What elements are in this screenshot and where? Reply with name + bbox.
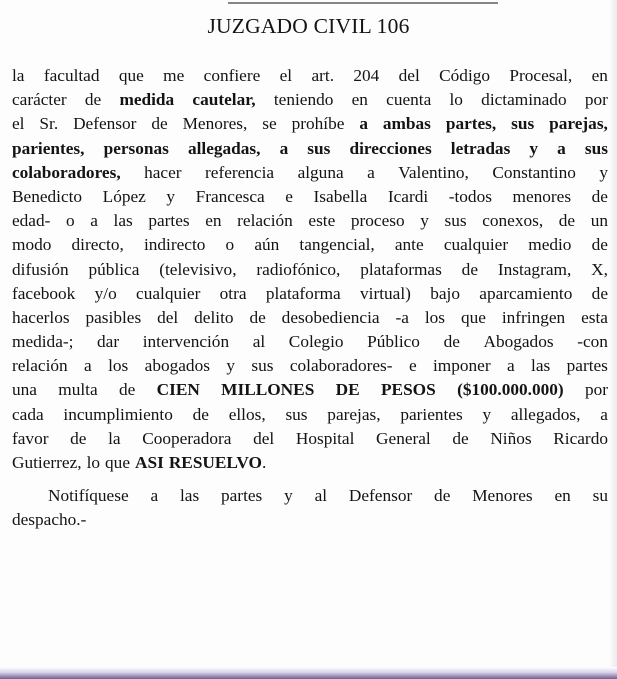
text-line [12,209,608,233]
word: a [84,356,92,376]
word: o [66,211,75,231]
word: sus [285,404,308,424]
word: que [118,66,144,85]
word: facebook [12,283,76,303]
page-edge-shadow [609,0,617,679]
word: y [166,186,176,206]
word: colaboradores- [289,356,393,376]
bold-word: letradas [450,138,511,158]
bold-word: ASI [134,453,164,472]
bold-word: direcciones [349,138,432,158]
word: por [584,90,608,110]
word: en [591,66,608,85]
word: despacho.- [12,510,87,530]
word: plataformas [360,259,442,279]
text-line [12,451,608,475]
word: . [261,453,267,472]
word: ante [394,235,424,255]
word: a [367,162,375,182]
bold-word: parejas, [549,114,608,134]
word: o [225,235,235,255]
word: radiofónico, [256,259,341,279]
word: y/o [94,283,117,303]
word: parientes [400,404,463,424]
resolution-paragraph-1 [12,64,608,475]
word: un [590,211,608,231]
word: otra [219,283,247,303]
word: pública [88,259,140,279]
word: una [12,380,37,400]
word: de [461,259,478,279]
word: el [279,66,293,85]
text-line [12,112,608,136]
word: Cooperadora [142,428,232,448]
bold-word: DE [335,380,360,400]
word: partes [221,486,263,506]
word: Defensor [348,486,413,506]
word: Colegio [288,332,344,352]
word: infringen [501,307,566,327]
word: cada [12,404,44,424]
word: facultad [43,66,100,85]
bold-word: personas [103,138,169,158]
text-line [12,306,608,330]
word: que [460,307,486,327]
word: Ricardo [553,428,608,448]
word: partes [148,211,190,231]
word: de [452,428,469,448]
word: esta [581,307,608,327]
word: en [554,486,571,506]
word: de [151,114,168,134]
word: me [163,66,185,85]
word: Menores, [182,114,248,134]
word: sus [251,356,274,376]
word: la [12,66,25,85]
word: a [150,486,159,506]
text-line [12,137,608,161]
word: aún [254,235,280,255]
word: Hospital [295,428,355,448]
word: se [262,114,277,134]
word: art. [311,66,335,85]
bold-word: MILLONES [221,380,315,400]
bold-word: partes, [445,114,497,134]
word: Isabella [313,186,368,206]
word: allegados, [510,404,581,424]
word: y [284,486,293,506]
text-line [12,330,608,354]
word: edad- [12,211,51,231]
word: X, [591,259,608,279]
word: que [105,453,130,472]
text-line [12,354,608,378]
bold-word: PESOS [380,380,436,400]
word: parejas, [327,404,381,424]
bold-word: y [529,138,539,158]
word: el [12,114,25,134]
word: medida-; [12,332,74,352]
text-line [12,88,608,112]
word: las [113,211,133,231]
text-line [12,378,608,402]
word: sus [444,211,467,231]
word: de [591,235,608,255]
word: las [179,486,200,506]
word: López [102,186,146,206]
word: virtual) [360,283,411,303]
word: Procesal, [509,66,573,85]
text-line [12,233,608,257]
word: las [531,356,551,376]
word: relación [12,356,68,376]
word: Benedicto [12,186,83,206]
text-line [12,185,608,209]
word: la [108,428,121,448]
word: relación [237,211,293,231]
word: -con [577,332,608,352]
resolution-paragraph-2 [12,484,608,532]
word: de [558,211,576,231]
word: del [398,66,420,85]
word: prohíbe [291,114,345,134]
word: indirecto [143,235,206,255]
word: conexos, [482,211,544,231]
word: plataforma [265,283,341,303]
text-line [12,282,608,306]
bold-word: ($100.000.000) [457,380,564,400]
word: de [192,404,209,424]
word: los [424,307,446,327]
word: por [584,380,608,400]
word: Instagram, [497,259,572,279]
word: Francesca [195,186,265,206]
word: de [591,186,608,206]
word: abogados [144,356,210,376]
word: confiere [203,66,261,85]
word: del [253,428,275,448]
word: Constantino [492,162,576,182]
word: al [252,332,266,352]
bold-word: CIEN [156,380,200,400]
word: Niños [490,428,532,448]
word: General [376,428,431,448]
word: alguna [297,162,344,182]
word: carácter [12,90,67,110]
word: e [408,356,417,376]
bold-word: colaboradores, [12,162,121,182]
word: difusión [12,259,69,279]
word: referencia [205,162,275,182]
word: -todos [448,186,492,206]
court-heading: JUZGADO CIVIL 106 [207,14,410,38]
paragraph-gap [12,475,608,484]
bold-word: sus [307,138,331,158]
bold-word: a [359,114,368,134]
word: los [108,356,129,376]
word: bajo [430,283,460,303]
bold-word: a [557,138,566,158]
word: cualquier [136,283,201,303]
word: -a [395,307,409,327]
word: pasibles [85,307,142,327]
word: Público [367,332,420,352]
text-line [12,427,608,451]
word: Defensor [73,114,137,134]
word: en [205,211,222,231]
word: de [118,380,136,400]
word: y [226,356,235,376]
word: dar [97,332,120,352]
text-line [12,64,608,88]
bold-word: sus [511,114,535,134]
text-line [12,484,608,508]
word: de [70,428,87,448]
word: de [249,307,266,327]
bold-word: RESUELVO [168,453,262,472]
word: multa [58,380,98,400]
text-line [12,161,608,185]
word: a [600,404,608,424]
bold-word: parientes, [12,138,85,158]
text-line [12,508,608,532]
word: intervención [142,332,230,352]
word: Menores [472,486,533,506]
bold-word: allegadas, [187,138,261,158]
word: ellos, [228,404,266,424]
word: y [482,404,492,424]
word: hacer [144,162,182,182]
word: teniendo [273,90,334,110]
bold-word: cautelar, [192,90,256,110]
word: incumplimiento [63,404,173,424]
word: tangencial, [299,235,375,255]
word: imponer [433,356,491,376]
word: del [157,307,179,327]
bold-word: a [279,138,289,158]
word: de [434,486,451,506]
word: de [443,332,460,352]
word: Valentino, [398,162,469,182]
word: su [592,486,608,506]
word: (televisivo, [159,259,237,279]
word: Icardi [387,186,429,206]
word: medio [528,235,572,255]
bold-word: ambas [382,114,431,134]
bold-word: sus [584,138,608,158]
text-line [12,258,608,282]
bottom-purple-bar [0,667,617,679]
word: Abogados [483,332,554,352]
word: e [285,186,293,206]
word: dictaminado [481,90,567,110]
word: hacerlos [12,307,70,327]
word: Código [439,66,491,85]
word: Gutierrez, [12,453,82,472]
text-line [12,403,608,427]
word: directo, [71,235,124,255]
word: cualquier [443,235,509,255]
word: lo [86,453,101,472]
word: de [591,283,608,303]
word: Sr. [39,114,59,134]
bold-word: medida [119,90,175,110]
word: cuenta [386,90,432,110]
word: partes [566,356,608,376]
word: Notifíquese [48,486,129,506]
word: lo [449,90,463,110]
resolution-body [12,64,608,533]
word: en [351,90,368,110]
word: y [599,162,608,182]
word: al [314,486,328,506]
word: 204 [353,66,380,85]
word: a [506,356,515,376]
word: delito [194,307,234,327]
word: menores [512,186,572,206]
word: aparcamiento [479,283,573,303]
word: a [90,211,98,231]
word: proceso [350,211,405,231]
word: favor [12,428,49,448]
word: y [420,211,429,231]
word: modo [12,235,52,255]
word: de [84,90,102,110]
word: este [308,211,336,231]
cropped-top-line [228,0,498,4]
word: desobediencia [281,307,380,327]
